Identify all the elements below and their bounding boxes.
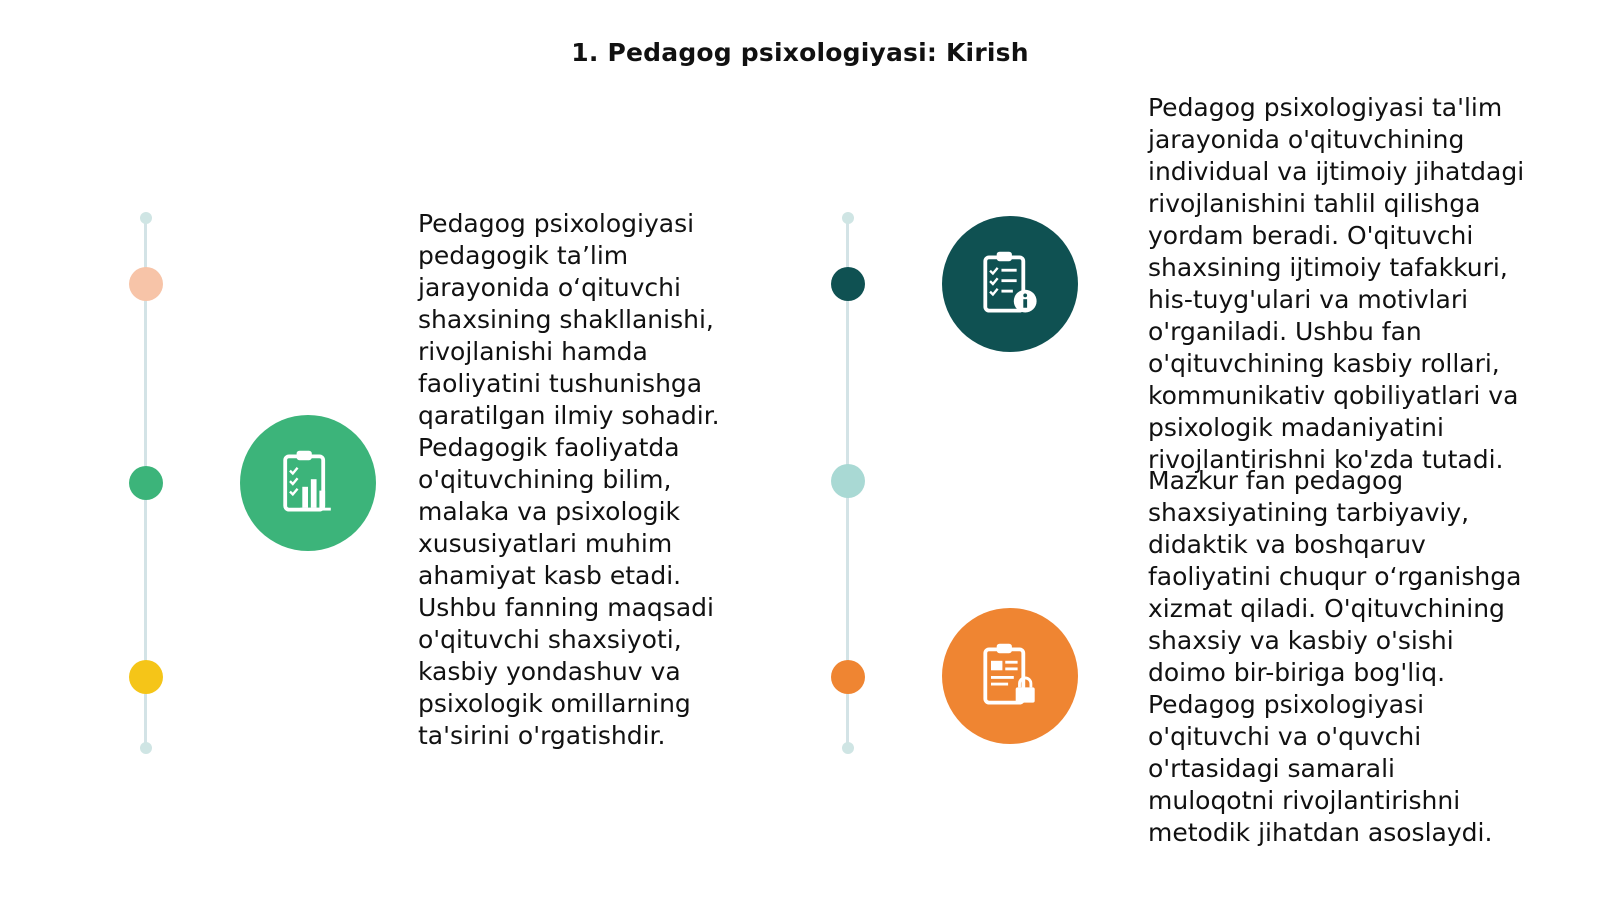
right-top-text-block: Pedagog psixologiyasi ta'lim jarayonida o'qituvchining individual va ijtimoiy jihatdagi rivojlanishini tahlil qilishga yordam beradi. O'qituvchi shaxsining ijtimoiy tafakkuri, his-tuyg'ulari va motivlari o'rganiladi. Ushbu fan o'qituvchining kasbiy rollari, kommunikativ qobiliyatlari va psixologik madaniyatini rivojlantirishni ko'zda tutadi. [1148,93,1525,474]
left-timeline-dot-yellow [129,660,163,694]
middle-timeline-dot-orange [831,660,865,694]
middle-timeline-dot-teal-light [831,464,865,498]
left-timeline-dot-green [129,466,163,500]
clipboard-lock-icon [942,608,1078,744]
middle-timeline-top-cap [842,212,854,224]
right-bottom-text-block: Mazkur fan pedagog shaxsiyatining tarbiyaviy, didaktik va boshqaruv faoliyatini chuqur o‘rganishga xizmat qiladi. O'qituvchining shaxsiy va kasbiy o'sishi doimo bir-biriga bog'liq. Pedagog psixologiyasi o'qituvchi va o'quvchi o'rtasidagi samarali muloqotni rivojlantirishni metodik jihatdan asoslaydi. [1148,466,1522,847]
left-timeline-dot-peach [129,267,163,301]
page-title: 1. Pedagog psixologiyasi: Kirish [571,38,1029,67]
clipboard-checklist-info-icon [942,216,1078,352]
left-timeline-bottom-cap [140,742,152,754]
left-timeline-top-cap [140,212,152,224]
middle-timeline-bottom-cap [842,742,854,754]
middle-timeline-dot-teal-dark [831,267,865,301]
clipboard-chart-icon [240,415,376,551]
left-text-block: Pedagog psixologiyasi pedagogik ta’lim jarayonida o‘qituvchi shaxsining shakllanishi, rivojlanishi hamda faoliyatini tushunishga qaratilgan ilmiy sohadir. Pedagogik faoliyatda o'qituvchining bilim, malaka va psixologik xususiyatlari muhim ahamiyat kasb etadi. Ushbu fanning maqsadi o'qituvchi shaxsiyoti, kasbiy yondashuv va psixologik omillarning ta'sirini o'rgatishdir. [418,209,720,750]
